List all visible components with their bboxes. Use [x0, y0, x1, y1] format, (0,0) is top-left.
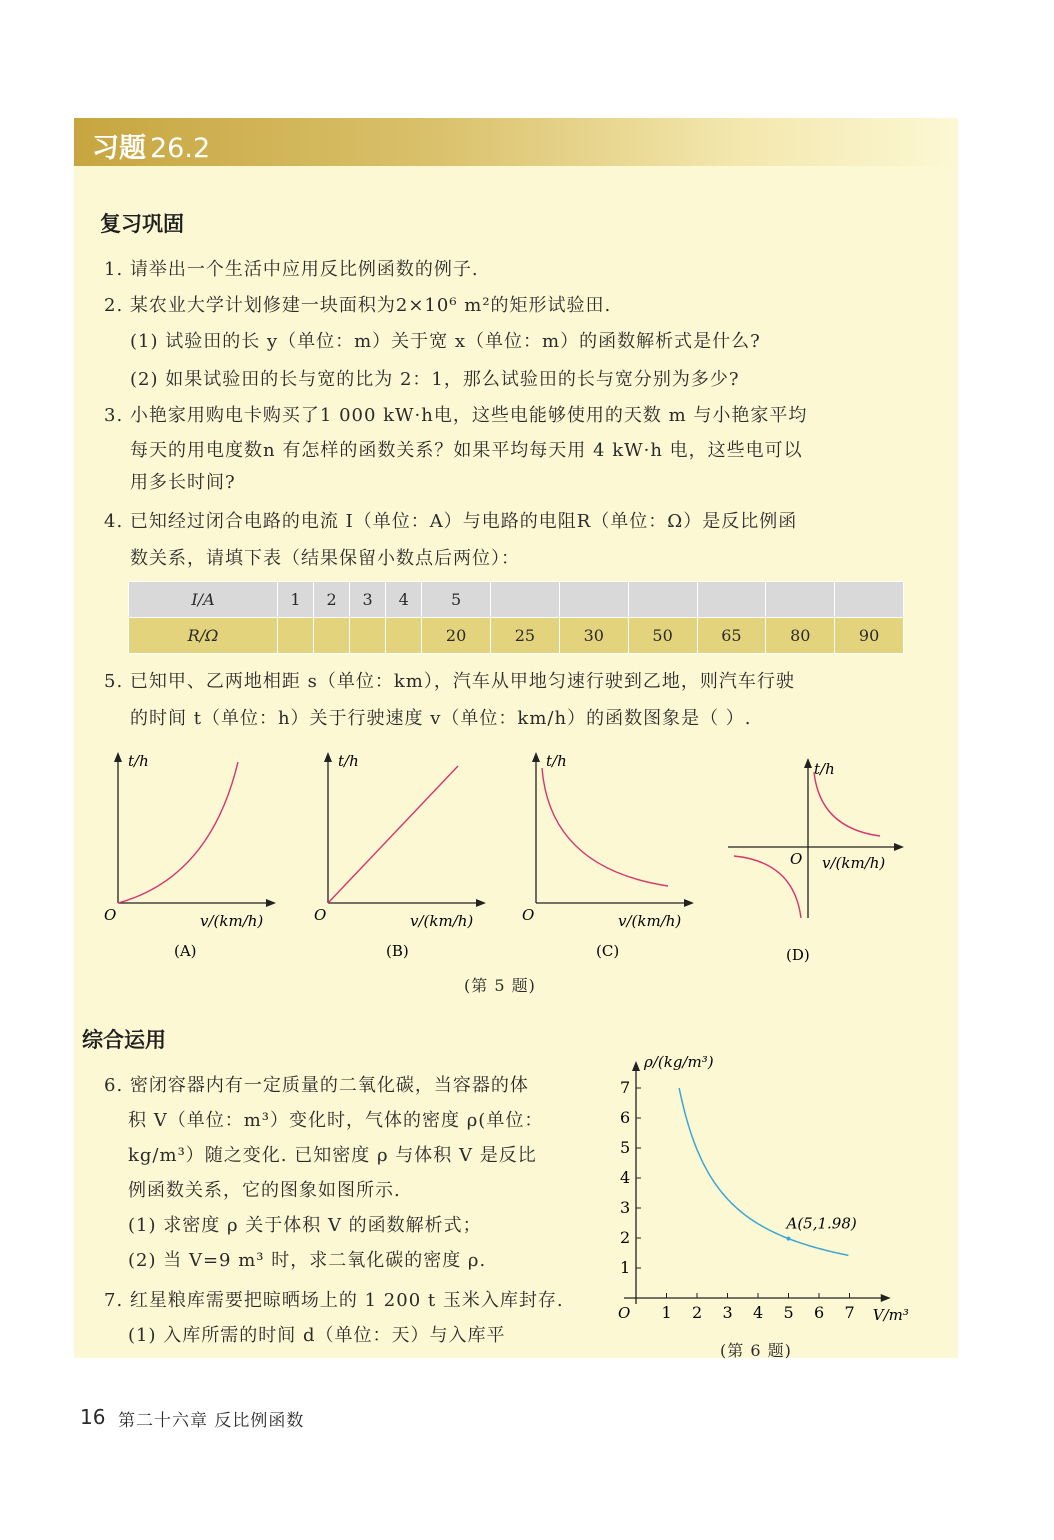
chapter-title: 第二十六章 反比例函数: [118, 1411, 305, 1431]
problem-7-part-1: (1) 入库所需的时间 d（单位：天）与入库平: [128, 1325, 506, 1346]
problem-6-part-2: (2) 当 V=9 m³ 时，求二氧化碳的密度 ρ.: [128, 1250, 487, 1271]
point-a-label: A(5,1.98): [786, 1214, 857, 1233]
y-tick-label: 6: [620, 1108, 631, 1127]
t-axis-label: t/h: [128, 752, 149, 770]
x-axis-label: V/m³: [872, 1306, 909, 1324]
problem-5-line-2: 的时间 t（单位：h）关于行驶速度 v（单位：km/h）的函数图象是（ ）.: [130, 708, 752, 729]
x-tick-label: 4: [753, 1303, 764, 1322]
v-axis-label: v/(km/h): [410, 912, 474, 930]
y-tick-label: 5: [620, 1138, 631, 1157]
graph-option-b: [310, 748, 490, 960]
table-cell: [350, 618, 386, 654]
table-cell: [628, 582, 697, 618]
x-tick-label: 5: [783, 1303, 794, 1322]
x-tick-label: 6: [814, 1303, 825, 1322]
point-a: [787, 1237, 791, 1241]
resistance-table: [128, 581, 904, 654]
problem-7-line-1: 7. 红星粮库需要把晾晒场上的 1 200 t 玉米入库封存.: [104, 1290, 564, 1311]
origin-label: O: [104, 906, 117, 924]
problem-6-line-1: 6. 密闭容器内有一定质量的二氧化碳，当容器的体: [104, 1075, 529, 1096]
table-header-resistance: R/Ω: [129, 618, 278, 654]
y-axis-arrow: [632, 1061, 640, 1071]
page-number: 16: [80, 1405, 106, 1429]
line-b: [328, 766, 458, 903]
exercise-banner: [74, 118, 958, 166]
table-cell: 3: [350, 582, 386, 618]
problem-2: 2. 某农业大学计划修建一块面积为2×10⁶ m²的矩形试验田.: [104, 295, 612, 316]
y-tick-label: 1: [620, 1258, 631, 1277]
problem-4-line-2: 数关系，请填下表（结果保留小数点后两位）：: [130, 548, 520, 569]
table-cell: [491, 582, 560, 618]
table-cell: 5: [422, 582, 491, 618]
table-cell: 50: [628, 618, 697, 654]
density-chart: [600, 1044, 910, 1374]
origin-label: O: [314, 906, 327, 924]
t-axis-label: t/h: [338, 752, 359, 770]
graph-option-d: [728, 748, 908, 964]
option-label-d: (D): [786, 946, 810, 964]
origin-label: O: [790, 850, 803, 868]
option-label-a: (A): [174, 942, 197, 960]
y-tick-label: 4: [620, 1168, 631, 1187]
t-axis-label: t/h: [814, 760, 835, 778]
x-tick-label: 1: [661, 1303, 672, 1322]
x-tick-label: 7: [844, 1303, 855, 1322]
table-cell: 65: [697, 618, 766, 654]
table-header-current: I/A: [129, 582, 278, 618]
banner-title: 习题 26.2: [92, 133, 211, 164]
section-heading-review: 复习巩固: [100, 212, 184, 236]
section-heading-apply: 综合运用: [82, 1028, 166, 1052]
problem-2-part-1: (1) 试验田的长 y（单位：m）关于宽 x（单位：m）的函数解析式是什么?: [130, 331, 761, 352]
x-axis-arrow: [881, 1294, 891, 1302]
v-axis-label: v/(km/h): [822, 854, 886, 872]
table-cell: 90: [835, 618, 904, 654]
problem-3-line-3: 用多长时间?: [130, 472, 236, 493]
curve-d-upper: [814, 772, 880, 836]
v-axis-label: v/(km/h): [200, 912, 264, 930]
origin-label: O: [522, 906, 535, 924]
table-cell: 30: [559, 618, 628, 654]
problem-6-line-2: 积 V（单位：m³）变化时，气体的密度 ρ(单位：: [128, 1110, 544, 1131]
table-row-current: [129, 582, 904, 618]
table-cell: [697, 582, 766, 618]
graph-option-c: [518, 748, 698, 960]
y-axis-label: ρ/(kg/m³): [644, 1053, 714, 1071]
x-tick-label: 3: [722, 1303, 733, 1322]
table-cell: [835, 582, 904, 618]
table-cell: 4: [386, 582, 422, 618]
y-tick-label: 3: [620, 1198, 631, 1217]
table-cell: 80: [766, 618, 835, 654]
v-axis-label: v/(km/h): [618, 912, 682, 930]
table-cell: 2: [314, 582, 350, 618]
x-tick-label: 2: [692, 1303, 703, 1322]
table-cell: [278, 618, 314, 654]
problem-6-part-1: (1) 求密度 ρ 关于体积 V 的函数解析式；: [128, 1215, 482, 1236]
table-cell: [386, 618, 422, 654]
table-row-resistance: [129, 618, 904, 654]
y-tick-label: 7: [620, 1078, 631, 1097]
table-cell: 1: [278, 582, 314, 618]
table-cell: [314, 618, 350, 654]
figure-6-caption: (第 6 题): [720, 1341, 792, 1360]
y-tick-label: 2: [620, 1228, 631, 1247]
origin-label: O: [618, 1304, 631, 1322]
problem-1: 1. 请举出一个生活中应用反比例函数的例子.: [104, 259, 479, 280]
figure-5-caption: (第 5 题): [464, 976, 536, 995]
table-cell: 20: [422, 618, 491, 654]
option-label-b: (B): [386, 942, 409, 960]
problem-6-line-4: 例函数关系，它的图象如图所示.: [128, 1180, 401, 1201]
curve-a: [118, 762, 238, 903]
problem-3-line-1: 3. 小艳家用购电卡购买了1 000 kW·h电，这些电能够使用的天数 m 与小艳家平均: [104, 405, 808, 426]
problem-5-line-1: 5. 已知甲、乙两地相距 s（单位：km），汽车从甲地匀速行驶到乙地，则汽车行驶: [104, 671, 795, 692]
problem-6-line-3: kg/m³）随之变化. 已知密度 ρ 与体积 V 是反比: [128, 1145, 537, 1166]
table-cell: [559, 582, 628, 618]
problem-2-part-2: (2) 如果试验田的长与宽的比为 2：1，那么试验田的长与宽分别为多少?: [130, 369, 740, 390]
curve-c: [542, 768, 668, 886]
option-label-c: (C): [596, 942, 620, 960]
t-axis-label: t/h: [546, 752, 567, 770]
graph-option-a: [100, 748, 280, 960]
problem-4-line-1: 4. 已知经过闭合电路的电流 I（单位：A）与电路的电阻R（单位：Ω）是反比例函: [104, 511, 798, 532]
table-cell: 25: [491, 618, 560, 654]
table-cell: [766, 582, 835, 618]
problem-3-line-2: 每天的用电度数n 有怎样的函数关系？如果平均每天用 4 kW·h 电，这些电可以: [130, 440, 803, 461]
